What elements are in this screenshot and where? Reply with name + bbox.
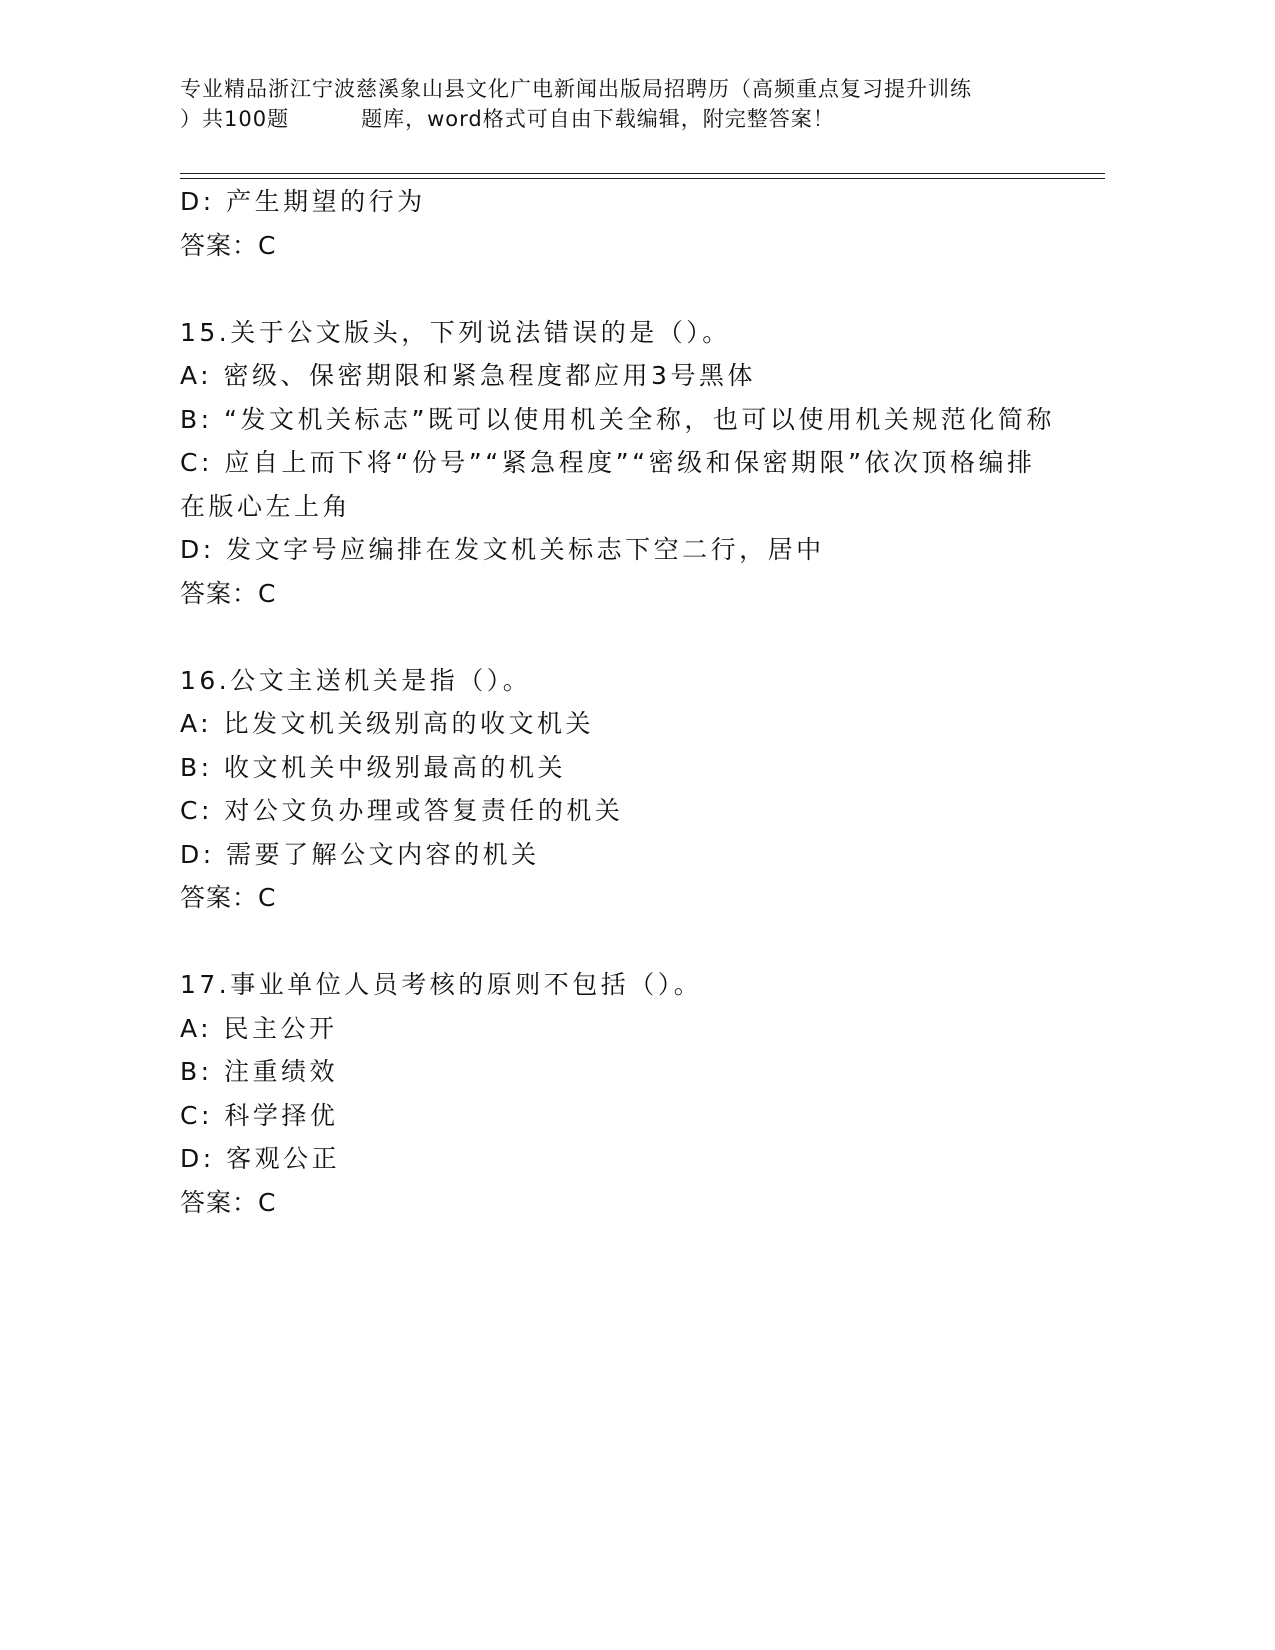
previous-question-tail — [180, 180, 1060, 267]
question-16 — [180, 659, 1060, 920]
option-a: A: 比发文机关级别高的收文机关 — [180, 709, 595, 738]
option-a: A: 民主公开 — [180, 1013, 338, 1043]
answer-line: 答案：C — [180, 883, 277, 912]
header-title-part-a: ）共100题 — [180, 107, 290, 131]
question-stem: 15.关于公文版头，下列说法错误的是（）。 — [180, 317, 731, 347]
question-stem: 17.事业单位人员考核的原则不包括（）。 — [180, 970, 703, 999]
answer-line: 答案：C — [180, 230, 277, 260]
option-d: D: 客观公正 — [180, 1144, 341, 1173]
header-rule-top — [180, 173, 1105, 174]
option-d: D: 产生期望的行为 — [180, 187, 426, 216]
option-d: D: 需要了解公文内容的机关 — [180, 839, 540, 869]
header-title-line-1: 专业精品浙江宁波慈溪象山县文化广电新闻出版局招聘历（高频重点复习提升训练 — [180, 77, 972, 101]
option-b: B: 收文机关中级别最高的机关 — [180, 752, 567, 782]
question-list — [180, 180, 1060, 1224]
question-17 — [180, 963, 1060, 1224]
option-b: B: “发文机关标志”既可以使用机关全称，也可以使用机关规范化简称 — [180, 404, 1055, 434]
answer-line: 答案：C — [180, 578, 277, 608]
option-c: C: 应自上而下将“份号”“紧急程度”“密级和保密期限”依次顶格编排在版心左上角 — [180, 448, 1036, 521]
header-rule-bottom — [180, 178, 1105, 179]
answer-line: 答案：C — [180, 1187, 277, 1217]
question-15 — [180, 311, 1060, 616]
header-title-part-b: 题库，word格式可自由下载编辑，附完整答案！ — [361, 107, 835, 131]
option-c: C: 科学择优 — [180, 1100, 339, 1130]
option-c: C: 对公文负办理或答复责任的机关 — [180, 796, 624, 825]
question-stem: 16.公文主送机关是指（）。 — [180, 665, 532, 695]
option-a: A: 密级、保密期限和紧急程度都应用3号黑体 — [180, 361, 756, 390]
option-d: D: 发文字号应编排在发文机关标志下空二行，居中 — [180, 535, 825, 564]
header-title-line-2 — [180, 104, 1060, 134]
option-b: B: 注重绩效 — [180, 1057, 339, 1086]
document-header — [180, 74, 1060, 134]
